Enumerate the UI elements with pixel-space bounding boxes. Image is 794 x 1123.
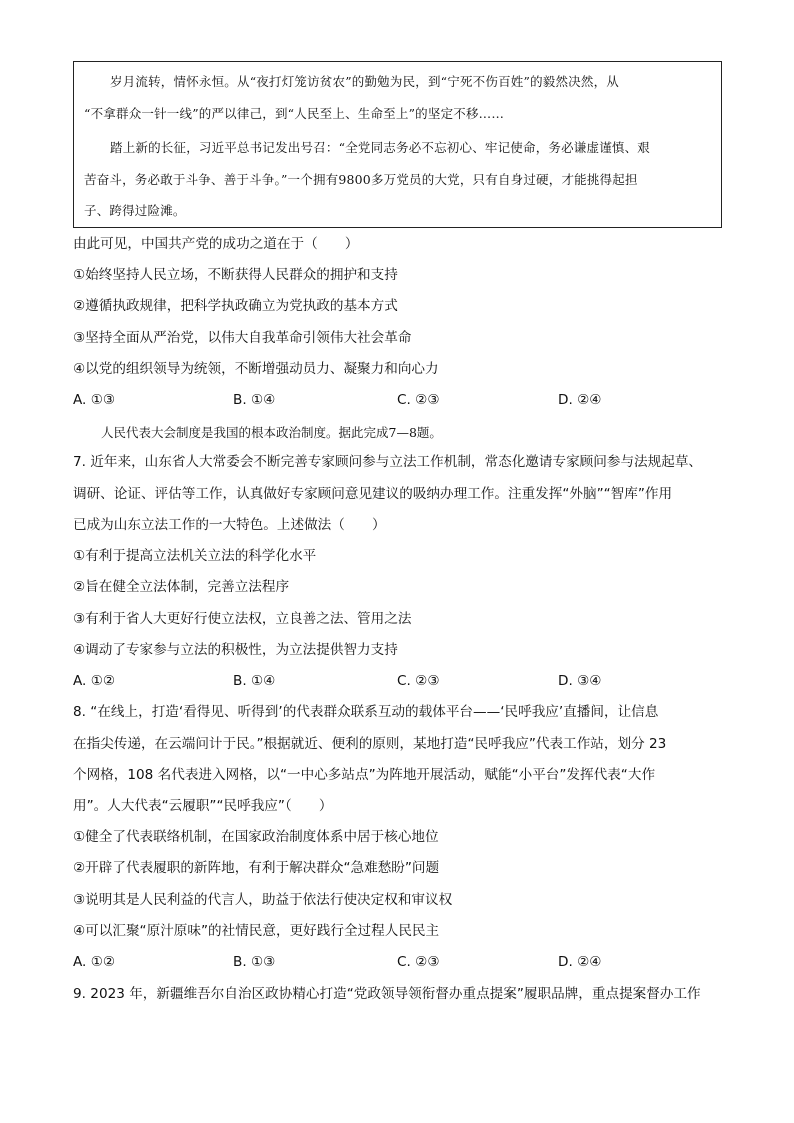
q8-item-3: ③说明其是人民利益的代言人，助益于依法行使决定权和审议权 [73,892,453,908]
q7-item-4: ④调动了专家参与立法的积极性，为立法提供智力支持 [73,642,398,658]
q8-item-4: ④可以汇聚“原汁原味”的社情民意，更好践行全过程人民民主 [73,923,440,939]
q9-stem-1: 9. 2023 年，新疆维吾尔自治区政协精心打造“党政领导领衔督办重点提案”履职品牌，重点提案督办工作 [73,986,701,1002]
q6-stem: 由此可见，中国共产党的成功之道在于（ ） [73,236,359,252]
material-line-5: 子、跨得过险滩。 [84,203,186,218]
q7-option-c: C. ②③ [397,673,440,689]
q7-item-3: ③有利于省人大更好行使立法权，立良善之法、管用之法 [73,611,412,627]
q8-item-2: ②开辟了代表履职的新阵地，有利于解决群众“急难愁盼”问题 [73,860,440,876]
q6-option-a: A. ①③ [73,392,116,408]
q7-stem-3: 已成为山东立法工作的一大特色。上述做法（ ） [73,517,386,533]
q6-option-b: B. ①④ [233,392,276,408]
q8-stem-2: 在指尖传递，在云端问计于民。”根据就近、便利的原则，某地打造“民呼我应”代表工作站，划分 23 [73,736,667,752]
material-line-4: 苦奋斗，务必敢于斗争、善于斗争。”一个拥有9800多万党员的大党，只有自身过硬，才能挑得起担 [84,172,638,187]
material-line-1: 岁月流转，情怀永恒。从“夜打灯笼访贫农”的勤勉为民，到“宁死不伤百姓”的毅然决然，从 [110,74,619,89]
q6-item-3: ③坚持全面从严治党，以伟大自我革命引领伟大社会革命 [73,330,412,346]
q8-stem-3: 个网格，108 名代表进入网格，以“一中心多站点”为阵地开展活动，赋能“小平台”发挥代表“大作 [73,767,656,783]
material-line-2: “不拿群众一针一线”的严以律己，到“人民至上、生命至上”的坚定不移…… [84,106,505,121]
intro-7-8: 人民代表大会制度是我国的根本政治制度。据此完成7—8题。 [101,425,442,440]
q6-option-c: C. ②③ [397,392,440,408]
q7-option-b: B. ①④ [233,673,276,689]
q8-option-a: A. ①② [73,954,116,970]
q8-stem-1: 8. “在线上，打造‘看得见、听得到’的代表群众联系互动的载体平台——‘民呼我应’直播间，让信息 [73,704,659,720]
q7-stem-2: 调研、论证、评估等工作，认真做好专家顾问意见建议的吸纳办理工作。注重发挥“外脑”“智库”作用 [73,486,673,502]
q7-stem-1: 7. 近年来，山东省人大常委会不断完善专家顾问参与立法工作机制，常态化邀请专家顾问参与法规起草、 [73,454,703,470]
q8-item-1: ①健全了代表联络机制，在国家政治制度体系中居于核心地位 [73,829,439,845]
q8-stem-4: 用”。人大代表“云履职”“民呼我应”（ ） [73,798,333,814]
q7-item-1: ①有利于提高立法机关立法的科学化水平 [73,548,317,564]
q6-item-1: ①始终坚持人民立场，不断获得人民群众的拥护和支持 [73,267,398,283]
material-box [73,61,722,228]
q6-option-d: D. ②④ [558,392,602,408]
q7-option-d: D. ③④ [558,673,602,689]
q8-option-b: B. ①③ [233,954,276,970]
q7-option-a: A. ①② [73,673,116,689]
q7-item-2: ②旨在健全立法体制，完善立法程序 [73,579,290,595]
q6-item-4: ④以党的组织领导为统领，不断增强动员力、凝聚力和向心力 [73,361,439,377]
q8-option-d: D. ②④ [558,954,602,970]
q6-item-2: ②遵循执政规律，把科学执政确立为党执政的基本方式 [73,298,398,314]
material-line-3: 踏上新的长征，习近平总书记发出号召：“全党同志务必不忘初心、牢记使命，务必谦虚谨慎、艰 [110,140,650,155]
q8-option-c: C. ②③ [397,954,440,970]
